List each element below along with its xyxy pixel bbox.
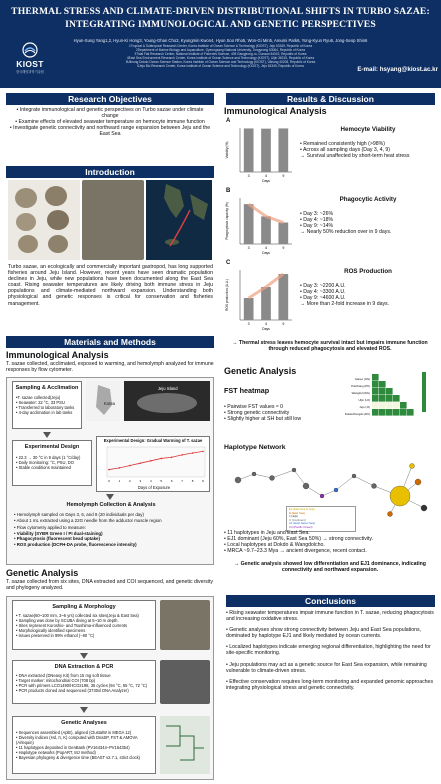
korea-map xyxy=(86,381,120,421)
heatmap-cell xyxy=(372,388,379,395)
shell-specimen-photo xyxy=(8,180,80,260)
fst-site: Wangdol (WG) xyxy=(351,391,370,395)
viability-item: • Remained consistently high (>98%) xyxy=(300,141,386,147)
network-edge xyxy=(254,474,272,478)
phagocytosis-panel-label: B xyxy=(226,188,231,194)
heatmap-cell xyxy=(386,395,393,402)
hemolymph-item: • Hemolymph sampled on Days 3, 6, and 9 (20 individuals per day) xyxy=(14,512,144,517)
distribution-map xyxy=(146,180,212,260)
sampling-morphology-item: • Morphologically identified specimens xyxy=(16,628,86,633)
phagocytosis-chart xyxy=(224,188,296,260)
sampling-morphology-list xyxy=(13,610,155,638)
x-axis-label: Days xyxy=(262,251,270,255)
ros-title: ROS Production xyxy=(344,268,392,275)
immuno-conclusion: → Thermal stress leaves hemocyte survival intact but impairs immune function through reduced phagocytosis and elevated ROS. xyxy=(232,340,428,353)
legend-item: C4 (Pacific Ocean) xyxy=(289,524,313,529)
bar xyxy=(278,223,288,244)
introduction-text: Turbo sazae, an ecologically and commercially important gastropod, has long supported fisheries around Jeju Island. However, recent years have seen dramatic population declines in Jeju, while new populations have been documented along the East Sea coast. Rising seawater temperatures are likely driving both immune stress in Jeju populations and climate-mediated northward expansion. Understanding both physiological and genetic responses is critical for conservation and fisheries management. xyxy=(8,264,213,307)
hemolymph-title: Hemolymph Collection & Analysis xyxy=(66,502,156,508)
affiliation: 4East Sea Environment Research Center, Korea Institute of Ocean Science and Technology (KIOST), Uljin 36315, Republic of Korea xyxy=(126,56,315,60)
warming-point xyxy=(202,451,204,453)
sampling-item: • Seawater: 22 °C, 33 PSU xyxy=(16,400,65,405)
fst-site: Ganeo (GN) xyxy=(354,377,370,381)
tick-label: 4 xyxy=(149,479,152,483)
warming-point xyxy=(140,462,142,464)
legend-item: E (East Sea) xyxy=(289,510,305,515)
experimental-list xyxy=(13,450,91,470)
affiliation: 1Tropical & Subtropical Research Center, Korea Institute of Ocean Science & Technology (KIOST), Jeju 63349, Republic of Korea xyxy=(128,44,313,48)
warming-point xyxy=(150,460,152,462)
genetic-conclusion: → Genetic analysis showed low differentiation and EJ1 dominance, indicating connectivity and northward expansion. xyxy=(234,561,426,574)
warming-plot xyxy=(101,445,207,485)
haplotype-node xyxy=(415,479,421,485)
bar xyxy=(244,298,254,320)
fst-title: FST heatmap xyxy=(224,386,270,395)
dna-pcr-list xyxy=(13,670,155,693)
haplotype-node xyxy=(320,494,324,498)
genetic-methods-text: T. sazae collected from six sites, DNA extracted and COI sequenced, and genetic diversity and phylogeny analyzed. xyxy=(6,579,214,592)
affiliation: 2Department of Marine Biology and Aquaculture, Gyeongsang National University, Tongyeong 53064, Republic of Korea xyxy=(135,48,306,52)
legend-item: C1 (East Japan Sea) xyxy=(289,521,315,526)
conclusion-item: • Jeju populations may act as a genetic source for East Sea expansion, while remaining vulnerable to climate-driven stress. xyxy=(226,661,427,674)
results-genetic-title: Genetic Analysis xyxy=(224,366,297,376)
experimental-item: • Daily monitoring: °C, PSU, DO xyxy=(16,460,74,465)
haplotype-node xyxy=(390,486,410,506)
tick-label: 3 xyxy=(139,479,142,483)
warming-chart xyxy=(96,436,210,492)
title-line-2: INTEGRATING IMMUNOLOGICAL AND GENETIC PERSPECTIVES xyxy=(65,18,376,30)
genetic-analyses-item: • Haplotype networks (PopART, MJ method) xyxy=(16,750,96,755)
fst-item: • Pairwise FST values ≈ 0 xyxy=(224,404,284,410)
flow-arrow xyxy=(80,653,88,659)
heatmap-cell xyxy=(393,395,400,402)
logo-subtitle: 한국해양과학기술원 xyxy=(16,70,44,74)
haplotype-node xyxy=(334,488,338,492)
hemolymph-item: • About 1 mL extracted using a 22G needle from the adductor muscle region xyxy=(14,517,162,523)
hemolymph-item: • Viability (SYBR Green I / PI dual-staining) xyxy=(14,530,103,536)
heatmap-cell xyxy=(372,402,379,409)
jeju-map xyxy=(124,381,210,421)
haplotype-node xyxy=(235,477,241,483)
fst-site: Jeju (JJ) xyxy=(359,405,370,409)
dna-pcr-item: • PCR with primers LCO1490/HCO2198, 35 cycles (94 °C, 55 °C, 72 °C) xyxy=(16,683,148,688)
haplotype-node xyxy=(303,483,309,489)
haplotype-node xyxy=(252,472,256,476)
heatmap-cell xyxy=(386,388,393,395)
objective-item: • Integrate immunological and genetic perspectives on Turbo sazae under climate change xyxy=(16,107,204,120)
heatmap-cell xyxy=(372,381,379,388)
bar xyxy=(261,129,271,172)
kiost-emblem-icon xyxy=(22,42,38,58)
affiliation-list xyxy=(60,44,381,68)
bar xyxy=(244,204,254,244)
genetic-analyses-item: • Sequences assembled (AplE), aligned (ClustalW in MEGA 12) xyxy=(16,730,132,735)
hemolymph-item: • ROS production (DCFH-DA probe, fluorescence intensity) xyxy=(14,541,137,547)
tick-label: 2 xyxy=(129,479,131,483)
phagocytosis-summary xyxy=(300,196,436,235)
turbo-shell-icon xyxy=(8,180,80,260)
conclusions-heading: Conclusions xyxy=(226,595,435,607)
phagocytosis-item: → Nearly 50% reduction over in 9 days. xyxy=(300,229,392,236)
conclusion-item: • Rising seawater temperatures impair immune function in T. sazae, reducing phagocytosis and increasing oxidative stress. xyxy=(226,610,434,623)
haplotype-summary xyxy=(224,530,436,554)
viability-summary xyxy=(300,126,436,159)
viability-plot xyxy=(224,122,296,184)
bar xyxy=(278,274,288,320)
warming-chart-title: Experimental Design: Gradual Warming of T. sazae xyxy=(103,438,203,443)
experimental-box xyxy=(12,440,92,486)
sampling-morphology-box xyxy=(12,600,156,650)
haplotype-network xyxy=(224,456,436,528)
sampling-title: Sampling & Acclimation xyxy=(15,385,79,391)
legend-item: C (Continent) xyxy=(289,517,306,522)
network-edge xyxy=(354,476,374,486)
fst-site: Uljin (UJ) xyxy=(358,398,370,402)
conclusion-item: • Genetic analyses show strong connectivity between Jeju and East Sea populations, dominated by haplotype EJ1 and likely mediated by ocean currents. xyxy=(226,627,422,640)
bar xyxy=(278,128,288,172)
sampling-box xyxy=(12,381,82,429)
legend-item: J (Jeju) xyxy=(289,514,299,519)
sampling-item: •T. sazae collected(Jeju) xyxy=(16,395,61,400)
poster-title xyxy=(0,6,441,31)
haplotype-node xyxy=(410,464,415,469)
phagocytosis-plot xyxy=(224,192,296,256)
dna-pcr-box xyxy=(12,660,156,704)
bar xyxy=(261,216,271,244)
genetic-analyses-list xyxy=(13,726,155,760)
conclusion-item: • Effective conservation requires long-term monitoring and expanded genomic approaches integrating physiological stress and genetic connectivity. xyxy=(226,678,434,691)
sampling-morphology-item: • Sites represent Kuroshio- and Tsushima-influenced currents xyxy=(16,623,128,628)
heatmap-cell xyxy=(386,402,393,409)
tick-label: 9 xyxy=(202,479,204,483)
heatmap-cell xyxy=(379,388,386,395)
tick-label: 3 xyxy=(247,246,250,250)
heatmap-cell xyxy=(379,402,386,409)
ros-chart xyxy=(224,260,296,336)
network-edge xyxy=(272,470,294,478)
haplotype-item: • MRCA ~9.7–23.3 Mya → ancient divergence, recent contact. xyxy=(224,548,367,555)
dna-pcr-item: • DNA extracted (DNeasy Kit) from 15 mg soft tissue xyxy=(16,673,111,678)
x-axis-label: Days xyxy=(262,179,270,183)
phagocytosis-item: • Day 3: ~26% xyxy=(300,211,334,217)
tick-label: 4 xyxy=(265,246,267,250)
logo-name: KIOST xyxy=(16,59,44,69)
warming-point xyxy=(181,454,183,456)
haplotype-node xyxy=(352,474,356,478)
genetic-methods-title: Genetic Analysis xyxy=(6,568,79,578)
conclusions-list xyxy=(226,610,436,691)
phagocytosis-item: • Day 4: ~18% xyxy=(300,217,334,224)
title-line-1: THERMAL STRESS AND CLIMATE-DRIVEN DISTRIBUTIONAL SHIFTS IN TURBO SAZAE: xyxy=(11,6,430,17)
viability-title: Hemocyte Viability xyxy=(340,126,396,133)
ros-item: • Day 9: ~4600 A.U. xyxy=(300,295,346,302)
ros-item: • Day 3: ~2200 A.U. xyxy=(300,283,346,289)
flow-arrow xyxy=(106,494,114,500)
immuno-methods-text: T. sazae collected, acclimated, exposed to warming, and hemolymph analyzed for immune responses by flow cytometer. xyxy=(6,361,214,374)
network-edge xyxy=(336,476,354,490)
warming-point xyxy=(108,469,110,471)
viability-item: → Survival unaffected by short-term heat stress xyxy=(300,153,410,160)
fst-summary xyxy=(224,404,344,422)
author-list: Hyun-Sung Yang1,2, Hyun-Ki Hong3, Young-Ghan Cho3, Kyungmin Kwon4, Hyun Soo Rho5, Won-Gi Min5, Areumi Park6, Yong-Kyun Ryu6, Jong-Seop Shin6 xyxy=(73,38,368,43)
phylogeny-icon xyxy=(160,716,210,774)
tick-label: 8 xyxy=(191,479,194,483)
y-axis-label: Viability (%) xyxy=(225,141,229,159)
heatmap-cell xyxy=(372,409,379,416)
analysis-figure xyxy=(160,716,210,774)
genetic-analyses-item: • Bayesian phylogeny & divergence time (BEAST v2.7.1, strict clock) xyxy=(16,755,140,760)
tick-label: 9 xyxy=(282,322,285,326)
haplotype-legend xyxy=(286,506,356,532)
viability-item: • Across all sampling days (Day 3, 4, 9) xyxy=(300,147,391,154)
heatmap-cell xyxy=(372,395,379,402)
objectives-list xyxy=(8,107,212,137)
map-icon xyxy=(146,180,212,260)
heatmap-cell xyxy=(400,402,407,409)
genetic-analyses-box xyxy=(12,716,156,774)
sampling-morphology-title: Sampling & Morphology xyxy=(52,604,116,610)
heatmap-cell xyxy=(386,409,393,416)
tick-label: 9 xyxy=(282,174,285,178)
dna-pcr-title: DNA Extraction & PCR xyxy=(54,664,114,670)
objective-item: • Investigate genetic connectivity and northward range expansion between Jeju and the East Sea xyxy=(9,125,211,138)
tick-label: 9 xyxy=(282,246,285,250)
results-heading: Results & Discussion xyxy=(226,93,435,105)
kiost-logo xyxy=(10,42,50,80)
fst-item: • Strong genetic connectivity xyxy=(224,410,290,417)
phagocytosis-item: • Day 9: ~14% xyxy=(300,223,334,230)
jeju-label: Jeju Island xyxy=(158,386,178,391)
heatmap-cell xyxy=(379,409,386,416)
viability-panel-label: A xyxy=(226,118,231,124)
haplotype-node xyxy=(388,512,393,517)
fst-site: Dokdo/Dongdo (DK) xyxy=(344,412,370,416)
tick-label: 4 xyxy=(265,322,267,326)
fst-item: • Slightly higher at SH but still low xyxy=(224,416,302,423)
haplotype-node xyxy=(292,468,296,472)
heatmap-cell xyxy=(372,374,379,381)
methods-heading: Materials and Methods xyxy=(6,336,214,348)
hemolymph-item: • Flow cytometry applied to measure: xyxy=(14,525,87,531)
experimental-item: • 22.3 → 30 °C in 9 days (1 °C/day) xyxy=(16,455,81,460)
haplotype-node xyxy=(421,505,427,511)
affiliation: 5Ulleung Dokdo Ocean Science Station, Korea Institute of Ocean Science and Technology (KIOST), Ulleung 40205, Republic of Korea xyxy=(125,60,316,64)
sampling-list xyxy=(13,391,81,415)
tick-label: 7 xyxy=(181,479,183,483)
legend-item: EJ (East Sea & Jeju) xyxy=(289,507,315,511)
tick-label: 0 xyxy=(108,479,110,483)
objectives-heading: Research Objectives xyxy=(6,93,214,105)
y-axis-label: ROS production (A.U.) xyxy=(225,279,229,311)
flow-arrow xyxy=(43,432,51,438)
bar xyxy=(244,128,254,172)
results-immuno-title: Immunological Analysis xyxy=(224,106,327,116)
phagocytosis-title: Phagocytic Activity xyxy=(339,196,397,203)
tick-label: 1 xyxy=(118,479,121,483)
sampling-morphology-item: • issues preserved in 99% ethanol (−80 °C) xyxy=(16,633,95,638)
heatmap-cell xyxy=(379,395,386,402)
experimental-title: Experimental Design xyxy=(24,444,80,450)
fst-heatmap xyxy=(338,368,438,438)
haplotype-title: Haplotype Network xyxy=(224,444,286,451)
hemolymph-box xyxy=(12,502,210,562)
heatmap-cell xyxy=(379,381,386,388)
haplotype-node xyxy=(270,476,275,481)
warming-point xyxy=(171,456,173,458)
ros-panel-label: C xyxy=(226,260,231,266)
genetic-analyses-item: • Diversity indices (Hd, π, K) computed with DnaSP, FST & AMOVA (Arlequin) xyxy=(16,735,138,745)
affiliation: 3Tidal Flat Research Center, National Institute of Fisheries Science, 405 Gangjeong-ro, Gunsan 54042, Republic of Korea xyxy=(134,52,307,56)
lab-equipment-photo xyxy=(160,660,210,704)
experimental-item: • Stable conditions maintained xyxy=(16,465,71,470)
warming-chart-xlabel: Days of Exposure xyxy=(137,485,171,490)
haplotype-node xyxy=(372,484,377,489)
dna-pcr-item: • PCR products cloned and sequenced (3730xl DNA Analyzer) xyxy=(16,688,129,693)
affiliation: 6Jeju Bio Research Center, Korea Institute of Ocean Science and Technology (KIOST), Jeju 63349, Republic of Korea xyxy=(137,64,304,68)
ros-item: → More than 2-fold increase in 9 days. xyxy=(300,301,390,308)
poster-header xyxy=(0,0,441,88)
hemolymph-item: • Phagocytosis (fluorescent bead uptake) xyxy=(14,536,100,542)
hemolymph-list xyxy=(12,508,210,548)
warming-point xyxy=(129,465,131,467)
fst-site-labels xyxy=(338,376,370,418)
genetic-analyses-title: Genetic Analyses xyxy=(61,720,107,726)
live-snail-photo xyxy=(82,180,144,260)
x-axis-label: Days xyxy=(262,327,270,331)
heatmap-cell xyxy=(393,409,400,416)
warming-point xyxy=(192,452,194,454)
heatmap-cell xyxy=(407,409,414,416)
sampling-morphology-item: • Sampling was done by SCUBA diving at 5~10 m depth. xyxy=(16,618,119,623)
warming-point xyxy=(119,467,121,469)
flow-arrow xyxy=(80,707,88,713)
fst-site: Pukchang (PK) xyxy=(351,384,370,388)
heatmap-cell xyxy=(393,402,400,409)
specimen-photo xyxy=(160,600,210,650)
viability-chart xyxy=(224,118,296,188)
haplotype-item: • 11 haplotypes in Jeju and East Sea. xyxy=(224,530,310,536)
contact-email: E-mail: hsyang@kiost.ac.kr xyxy=(357,66,438,73)
y-axis-label: Phagocytosis capacity (%) xyxy=(225,202,229,240)
ros-plot xyxy=(224,264,296,332)
tick-label: 3 xyxy=(247,322,250,326)
tick-label: 4 xyxy=(265,174,267,178)
conclusion-item: • Localized haplotypes indicate emerging regional differentiation, highlighting the need for site-specific monitoring. xyxy=(226,644,431,657)
tick-label: 3 xyxy=(247,174,250,178)
sampling-item: • 4-day acclimation in lab tanks xyxy=(16,410,73,415)
ros-summary xyxy=(300,268,436,307)
tick-label: 5 xyxy=(160,479,163,483)
heatmap-colorbar xyxy=(422,372,426,412)
haplotype-item: • EJ1 dominant (Jeju 60%, East Sea 50%) → strong connectivity. xyxy=(224,536,374,543)
heatmap-cell xyxy=(400,409,407,416)
ros-item: • Day 4: ~3300 A.U. xyxy=(300,289,346,296)
introduction-heading: Introduction xyxy=(6,166,214,178)
bar xyxy=(261,287,271,320)
warming-point xyxy=(160,458,162,460)
genetic-analyses-item: • 11 haplotypes deposited in GenBank (PV164344–PV164354) xyxy=(16,745,130,750)
sampling-item: • Transferred to laboratory tanks xyxy=(16,405,75,410)
haplotype-item: • Local haplotypes at Dokdo & Wangdolcho. xyxy=(224,542,325,549)
sampling-morphology-item: • T. sazae(60~100 mm, 3~6 yrs) collected six sites(Jeju & East Sea) xyxy=(16,613,139,618)
dna-pcr-item: • Target marker: mitochondrial COI (708 bp) xyxy=(16,678,96,683)
tick-label: 6 xyxy=(170,479,173,483)
objective-item: • Examine effects of elevated seawater temperature on hemocyte immune function xyxy=(15,119,205,126)
korea-label: Korea xyxy=(104,401,115,406)
immuno-methods-title: Immunological Analysis xyxy=(6,350,109,360)
network-edge xyxy=(322,490,336,496)
